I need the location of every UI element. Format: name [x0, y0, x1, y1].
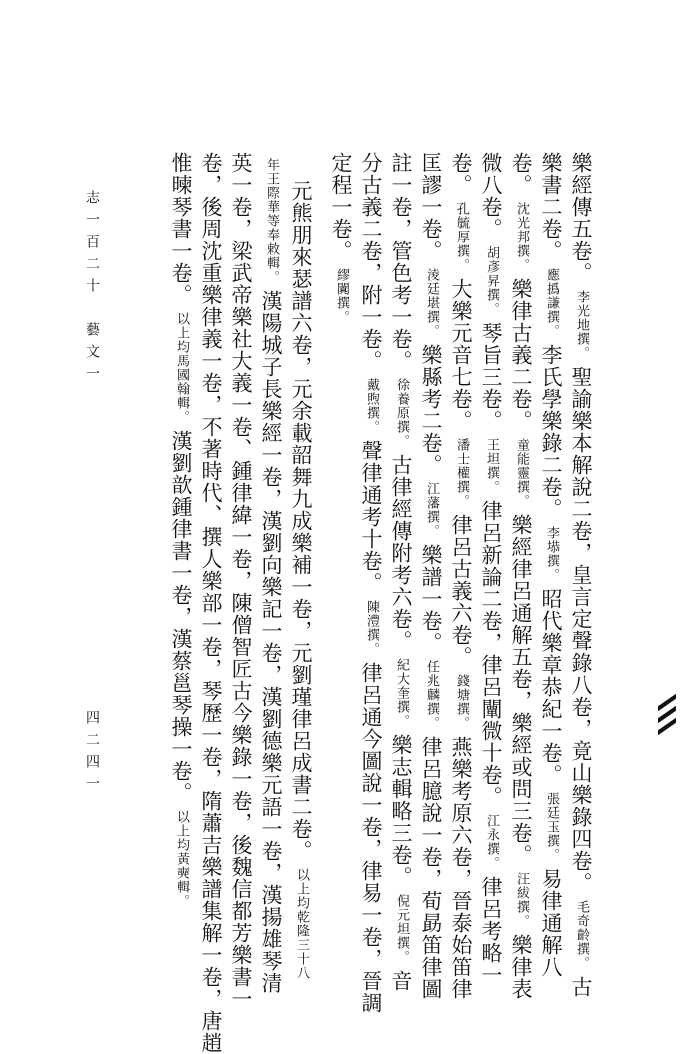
column-text: 微八卷。 [479, 152, 503, 240]
attribution-note: 以上均乾隆三十八 [294, 868, 309, 980]
text-column-3 [508, 152, 534, 1000]
attribution-note: 童能靈撰。 [514, 438, 529, 508]
column-text: 律呂臆說一卷，荀勗笛律圖 [419, 736, 443, 1000]
text-column-5 [448, 152, 474, 1000]
column-text: 漢劉歆鍾律書一卷，漢蔡邕琴操一卷。 [169, 430, 193, 804]
column-text: 樂譜一卷。 [419, 544, 443, 654]
text-column-9 [328, 152, 354, 330]
attribution-note: 任兆麟撰。 [424, 660, 439, 730]
volume-title: 志一百二十 [84, 190, 100, 300]
text-column-13 [198, 152, 224, 1054]
attribution-note: 淩廷堪撰。 [424, 268, 439, 338]
text-column-14 [168, 152, 194, 914]
column-text: 昭代樂章恭紀一卷。 [539, 588, 563, 786]
column-text: 惟暕琴書一卷。 [169, 152, 193, 306]
text-column-12 [228, 152, 254, 1010]
column-text: 音 [389, 970, 413, 992]
attribution-note: 沈光邦撰。 [514, 202, 529, 272]
column-text: 律呂古義六卷。 [449, 514, 473, 668]
attribution-note: 王坦撰。 [484, 438, 499, 494]
column-text: 燕樂考原六卷，晉泰始笛律 [449, 736, 473, 1000]
section-title: 藝文一 [84, 322, 100, 388]
column-text: 定程一卷。 [329, 152, 353, 262]
column-text: 古 [569, 976, 593, 998]
column-text: 註一卷，管色考一卷。 [389, 152, 413, 372]
column-text: 樂縣考二卷。 [419, 344, 443, 476]
column-text: 律呂考略一 [479, 876, 503, 986]
attribution-note: 戴煦撰。 [364, 378, 379, 434]
column-text: 樂律表 [509, 934, 533, 1000]
text-column-6 [418, 152, 444, 1000]
page-number: 四二四一 [84, 710, 100, 798]
text-column-8 [358, 152, 384, 1014]
attribution-note: 徐養原撰。 [394, 378, 409, 448]
column-text: 卷。 [509, 152, 533, 196]
column-text: 律呂新論二卷，律呂闡微十卷。 [479, 500, 503, 808]
attribution-note: 錢塘撰。 [454, 674, 469, 730]
column-text: 樂書二卷。 [539, 152, 563, 262]
attribution-note: 倪元坦撰。 [394, 894, 409, 964]
attribution-note: 江藩撰。 [424, 482, 439, 538]
text-column-11 [258, 152, 284, 994]
column-text: 分古義二卷，附一卷。 [359, 152, 383, 372]
attribution-note: 汪紱撰。 [514, 872, 529, 928]
column-text: 易律通解八 [539, 868, 563, 978]
column-text: 漢陽城子長樂經一卷，漢劉向樂記一卷，漢劉德樂元語一卷，漢揚雄琴清 [259, 290, 283, 994]
attribution-note: 胡彥昇撰。 [484, 246, 499, 316]
column-text: 卷，後周沈重樂律義一卷，不著時代、撰人樂部一卷，琴歷一卷，隋蕭吉樂譜集解一卷，唐趙 [199, 152, 223, 1054]
attribution-note: 應撝謙撰。 [544, 268, 559, 338]
column-text: 李氏學樂錄二卷。 [539, 344, 563, 520]
text-column-7 [388, 152, 414, 992]
attribution-note: 孔毓厚撰。 [454, 202, 469, 272]
column-text: 聖諭樂本解說二卷，皇言定聲錄八卷，竟山樂錄四卷。 [569, 366, 593, 894]
column-text: 律呂通今圖說一卷，律易一卷，晉調 [359, 662, 383, 1014]
text-column-10 [288, 180, 314, 986]
attribution-note: 潘士權撰。 [454, 438, 469, 508]
attribution-note: 紀大奎撰。 [394, 658, 409, 728]
column-text: 匡謬一卷。 [419, 152, 443, 262]
attribution-note: 張廷玉撰。 [544, 792, 559, 862]
attribution-note: 李塨撰。 [544, 526, 559, 582]
attribution-note: 李光地撰。 [574, 290, 589, 360]
column-text: 樂經傳五卷。 [569, 152, 593, 284]
column-text: 卷。 [449, 152, 473, 196]
column-text: 元熊朋來瑟譜六卷，元余載韶舞九成樂補一卷，元劉瑾律呂成書二卷。 [289, 180, 313, 862]
attribution-note: 江永撰。 [484, 814, 499, 870]
edge-tab-marks [656, 700, 676, 740]
attribution-note: 以上均黃奭輯。 [174, 810, 189, 908]
text-column-4 [478, 152, 504, 986]
attribution-note: 繆闐撰。 [334, 268, 349, 324]
running-header [82, 190, 102, 388]
column-text: 樂志輯略三卷。 [389, 734, 413, 888]
attribution-note: 毛奇齡撰。 [574, 900, 589, 970]
attribution-note: 年王際華等奉敕輯。 [264, 158, 279, 284]
attribution-note: 以上均馬國翰輯。 [174, 312, 189, 424]
text-column-2 [538, 152, 564, 978]
column-text: 古律經傳附考六卷。 [389, 454, 413, 652]
column-text: 英一卷，梁武帝樂社大義一卷、鍾律緯一卷，陳僧智匠古今樂錄一卷，後魏信都芳樂書一 [229, 152, 253, 1010]
text-column-1 [568, 152, 594, 998]
column-text: 樂律古義二卷。 [509, 278, 533, 432]
column-text: 樂經律呂通解五卷，樂經或問三卷。 [509, 514, 533, 866]
attribution-note: 陳澧撰。 [364, 600, 379, 656]
column-text: 大樂元音七卷。 [449, 278, 473, 432]
column-text: 聲律通考十卷。 [359, 440, 383, 594]
column-text: 琴旨三卷。 [479, 322, 503, 432]
